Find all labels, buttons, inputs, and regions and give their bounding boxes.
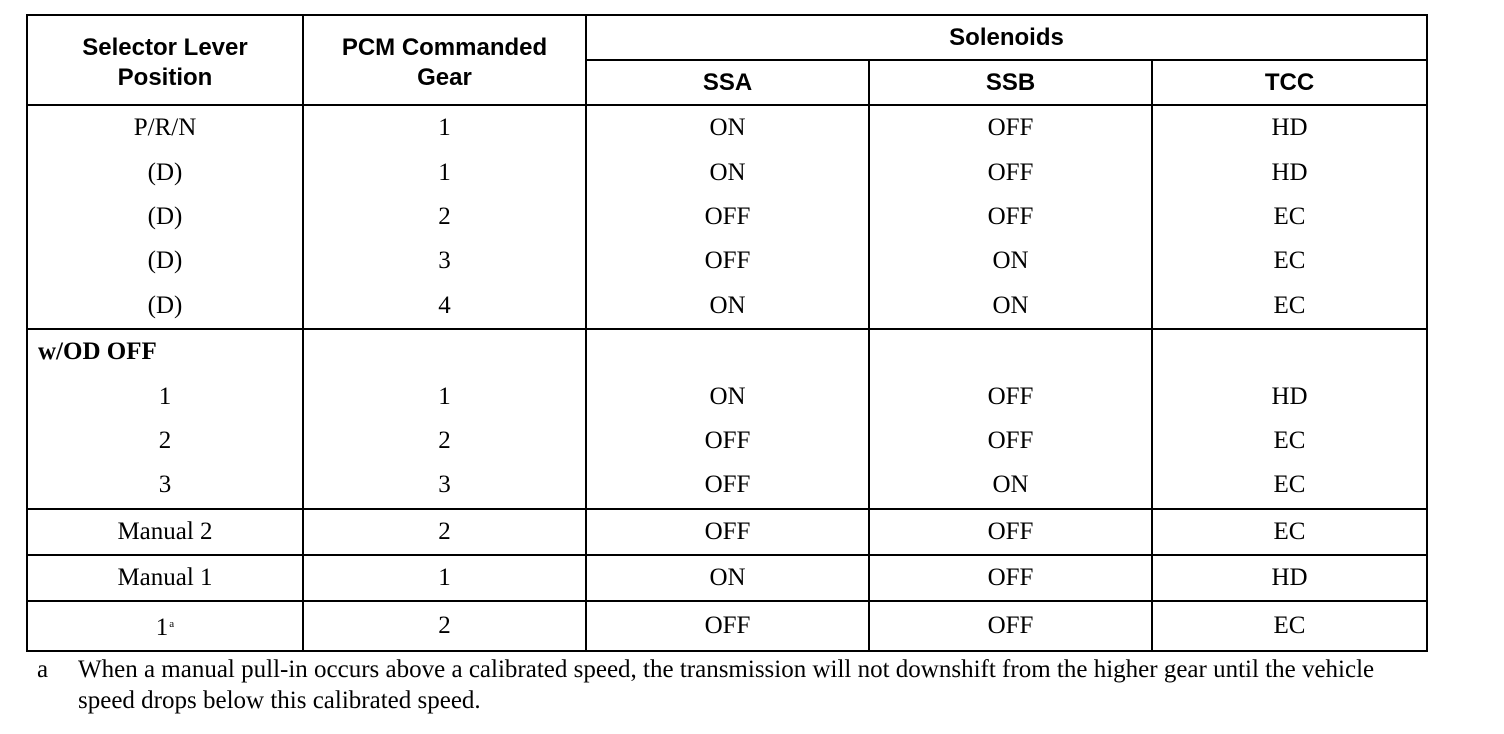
cell-ssb: ON <box>869 463 1152 508</box>
cell-tcc: EC <box>1152 419 1427 463</box>
cell-ssa: ON <box>586 150 869 194</box>
table-row <box>27 374 1427 418</box>
cell-tcc: EC <box>1152 509 1427 555</box>
cell-ssa: ON <box>586 105 869 150</box>
header-ssa: SSA <box>586 60 869 105</box>
cell-ssb: OFF <box>869 150 1152 194</box>
table-row <box>27 509 1427 555</box>
table-row <box>27 419 1427 463</box>
cell-ssa: OFF <box>586 509 869 555</box>
cell-position: (D) <box>27 195 303 239</box>
cell-position-value: 1 <box>155 614 169 642</box>
header-pcm-commanded-gear: PCM Commanded Gear <box>303 15 586 105</box>
footnote <box>37 654 1427 716</box>
cell-gear: 2 <box>303 419 586 463</box>
footnote-text: When a manual pull-in occurs above a calibrated speed, the transmission will not downshift from the higher gear until the vehicle speed drops below this calibrated speed. <box>78 656 1375 714</box>
header-solenoids: Solenoids <box>586 15 1427 60</box>
cell-position: P/R/N <box>27 105 303 150</box>
table-row <box>27 601 1427 651</box>
cell-gear: 4 <box>303 284 586 329</box>
cell-tcc: EC <box>1152 239 1427 283</box>
cell-ssb: OFF <box>869 601 1152 651</box>
table-row-section <box>27 329 1427 374</box>
footnote-mark: a <box>37 656 49 683</box>
cell-position: Manual 1 <box>27 555 303 601</box>
cell-position: 2 <box>27 419 303 463</box>
cell-ssb: OFF <box>869 374 1152 418</box>
cell-ssa: OFF <box>586 239 869 283</box>
cell-position: (D) <box>27 239 303 283</box>
table-row <box>27 105 1427 150</box>
cell-gear: 2 <box>303 509 586 555</box>
table-row <box>27 284 1427 329</box>
cell-tcc: HD <box>1152 555 1427 601</box>
solenoid-table <box>26 14 1428 652</box>
cell-gear: 1 <box>303 150 586 194</box>
cell-ssb: OFF <box>869 419 1152 463</box>
cell-ssa: OFF <box>586 195 869 239</box>
table-row <box>27 239 1427 283</box>
cell-tcc: EC <box>1152 195 1427 239</box>
cell-ssa: ON <box>586 555 869 601</box>
cell-ssb: OFF <box>869 509 1152 555</box>
cell-ssb: OFF <box>869 105 1152 150</box>
cell-ssa: OFF <box>586 601 869 651</box>
section-label-od-off: w/OD OFF <box>27 329 303 374</box>
cell-position: Manual 2 <box>27 509 303 555</box>
header-tcc: TCC <box>1152 60 1427 105</box>
cell-ssa: OFF <box>586 463 869 508</box>
cell-ssa: OFF <box>586 419 869 463</box>
cell-ssb: ON <box>869 239 1152 283</box>
cell-gear: 1 <box>303 374 586 418</box>
cell-ssb: ON <box>869 284 1152 329</box>
cell-gear: 3 <box>303 463 586 508</box>
footnote-ref: a <box>169 618 175 631</box>
cell-tcc: HD <box>1152 374 1427 418</box>
header-ssb: SSB <box>869 60 1152 105</box>
cell-gear: 2 <box>303 195 586 239</box>
cell-ssa: ON <box>586 284 869 329</box>
cell-gear: 2 <box>303 601 586 651</box>
cell-position <box>27 601 303 651</box>
cell-position: (D) <box>27 150 303 194</box>
cell-tcc: HD <box>1152 105 1427 150</box>
cell-position: (D) <box>27 284 303 329</box>
cell-tcc: EC <box>1152 284 1427 329</box>
table-row <box>27 463 1427 508</box>
cell-gear: 1 <box>303 555 586 601</box>
cell-tcc: EC <box>1152 463 1427 508</box>
header-selector-lever-position: Selector Lever Position <box>27 15 303 105</box>
table-row <box>27 555 1427 601</box>
cell-gear: 3 <box>303 239 586 283</box>
cell-gear: 1 <box>303 105 586 150</box>
table-row <box>27 150 1427 194</box>
table-row <box>27 195 1427 239</box>
cell-ssb: OFF <box>869 195 1152 239</box>
cell-ssb: OFF <box>869 555 1152 601</box>
cell-position: 3 <box>27 463 303 508</box>
cell-position: 1 <box>27 374 303 418</box>
cell-tcc: EC <box>1152 601 1427 651</box>
cell-ssa: ON <box>586 374 869 418</box>
cell-tcc: HD <box>1152 150 1427 194</box>
